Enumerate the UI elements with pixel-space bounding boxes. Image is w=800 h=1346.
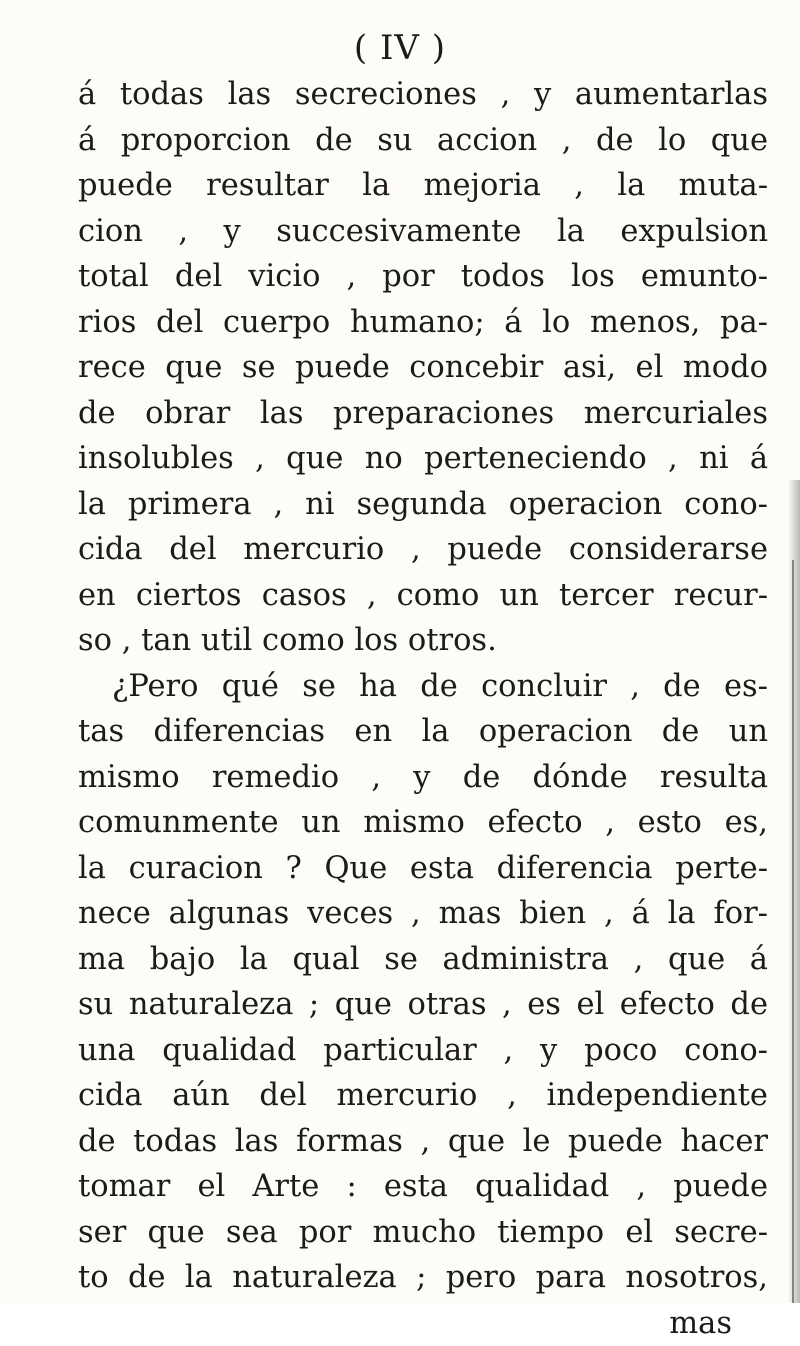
text-line: ser que sea por mucho tiempo el secre- [78, 1210, 768, 1256]
text-line: insolubles , que no perteneciendo , ni á [78, 436, 768, 482]
text-line: en ciertos casos , como un tercer recur- [78, 573, 768, 619]
text-line: de todas las formas , que le puede hacer [78, 1119, 768, 1165]
page-edge-shadow [788, 480, 800, 1303]
text-line: puede resultar la mejoria , la muta- [78, 163, 768, 209]
text-line: la curacion ? Que esta diferencia perte- [78, 846, 768, 892]
body-text [78, 72, 768, 1346]
text-line: de obrar las preparaciones mercuriales [78, 391, 768, 437]
text-line: cion , y succesivamente la expulsion [78, 209, 768, 255]
text-line: la primera , ni segunda operacion cono- [78, 482, 768, 528]
text-line: ma bajo la qual se administra , que á [78, 937, 768, 983]
text-line: á proporcion de su accion , de lo que [78, 118, 768, 164]
text-line: nece algunas veces , mas bien , á la for- [78, 891, 768, 937]
text-line: comunmente un mismo efecto , esto es, [78, 800, 768, 846]
page-edge-line [792, 560, 794, 1303]
text-line: cida aún del mercurio , independiente [78, 1073, 768, 1119]
catchword: mas [78, 1301, 768, 1346]
text-line: su naturaleza ; que otras , es el efecto de [78, 982, 768, 1028]
text-line: mismo remedio , y de dónde resulta [78, 755, 768, 801]
page-number: ( IV ) [0, 28, 800, 68]
text-line: to de la naturaleza ; pero para nosotros, [78, 1255, 768, 1301]
text-line: cida del mercurio , puede considerarse [78, 527, 768, 573]
paragraph-start-line: ¿Pero qué se ha de concluir , de es- [78, 664, 768, 710]
text-line: tomar el Arte : esta qualidad , puede [78, 1164, 768, 1210]
text-line: rios del cuerpo humano; á lo menos, pa- [78, 300, 768, 346]
text-line: tas diferencias en la operacion de un [78, 709, 768, 755]
text-line: una qualidad particular , y poco cono- [78, 1028, 768, 1074]
text-line: total del vicio , por todos los emunto- [78, 254, 768, 300]
paragraph-end-line: so , tan util como los otros. [78, 618, 768, 664]
text-line: rece que se puede concebir asi, el modo [78, 345, 768, 391]
text-line: á todas las secreciones , y aumentarlas [78, 72, 768, 118]
